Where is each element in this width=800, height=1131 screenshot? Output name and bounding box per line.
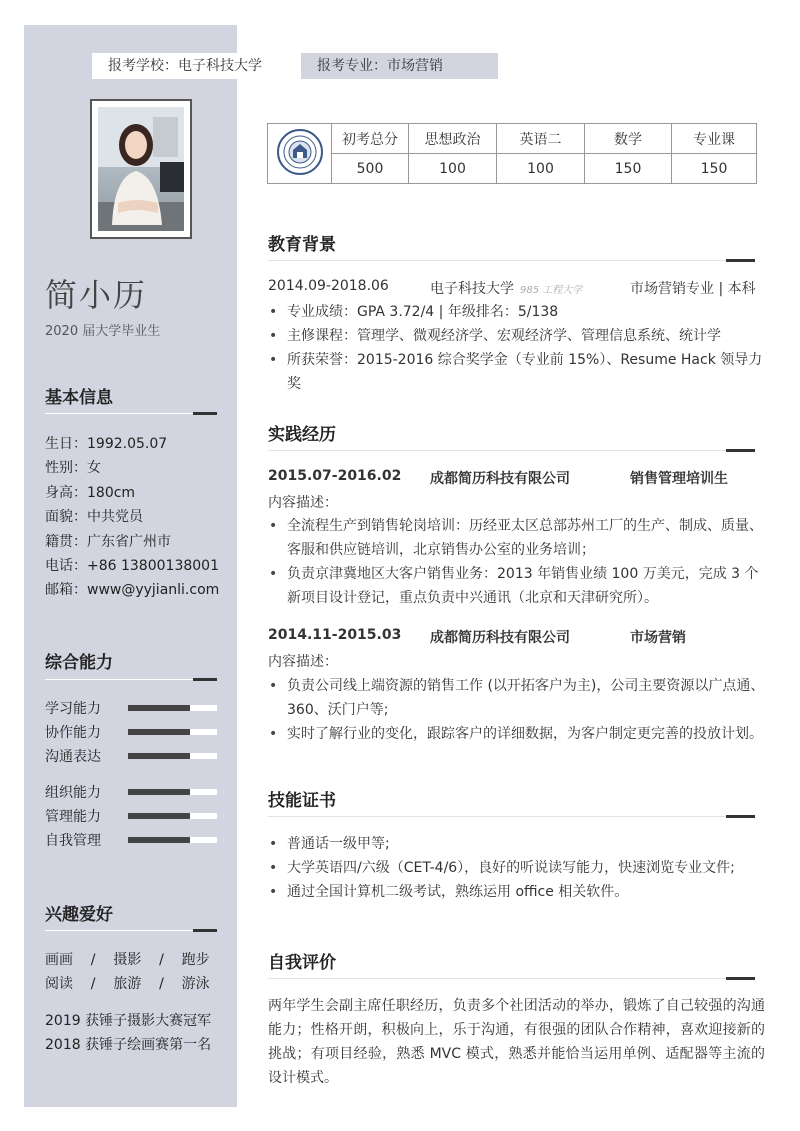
university-seal-icon bbox=[276, 128, 324, 176]
score-value: 150 bbox=[672, 154, 757, 184]
target-major-tag: 报考专业：市场营销 bbox=[301, 53, 498, 79]
score-header: 英语二 bbox=[497, 124, 585, 154]
skills-divider bbox=[268, 816, 755, 817]
ability-bar-fill bbox=[128, 753, 190, 759]
info-email: 邮箱：www@yyjianli.com bbox=[45, 582, 220, 599]
ability-bar-fill bbox=[128, 813, 190, 819]
score-header: 思想政治 bbox=[409, 124, 497, 154]
experience-heading: 实践经历 bbox=[268, 425, 336, 445]
education-degree: 市场营销专业 | 本科 bbox=[630, 281, 756, 297]
ability-label: 管理能力 bbox=[45, 809, 101, 825]
education-school-note: 985 工程大学 bbox=[520, 285, 583, 296]
job-company: 成都简历科技有限公司 bbox=[430, 630, 570, 646]
info-gender: 性别：女 bbox=[45, 460, 101, 477]
ability-bar-fill bbox=[128, 837, 190, 843]
candidate-subtitle: 2020 届大学毕业生 bbox=[45, 324, 161, 339]
award-item: 2019 获锤子摄影大赛冠军 bbox=[45, 1013, 212, 1029]
job-period: 2014.11-2015.03 bbox=[268, 627, 402, 643]
info-phone: 电话：+86 13800138001 bbox=[45, 558, 219, 575]
score-header: 初考总分 bbox=[332, 124, 409, 154]
ability-bar-track bbox=[128, 753, 217, 759]
ability-bar-track bbox=[128, 729, 217, 735]
profile-photo-frame bbox=[90, 99, 192, 239]
ability-row bbox=[45, 806, 217, 826]
self-eval-divider bbox=[268, 978, 755, 979]
ability-bar-track bbox=[128, 813, 217, 819]
info-hometown: 籍贯：广东省广州市 bbox=[45, 533, 171, 550]
job-bullet: • 实时了解行业的变化，跟踪客户的详细数据，为客户制定更完善的投放计划。 bbox=[268, 722, 765, 746]
job-period: 2015.07-2016.02 bbox=[268, 468, 402, 484]
education-school-name: 电子科技大学 bbox=[430, 281, 514, 297]
job-company: 成都简历科技有限公司 bbox=[430, 471, 570, 487]
score-value: 500 bbox=[332, 154, 409, 184]
job-bullet: • 负责京津冀地区大客户销售业务：2013 年销售业绩 100 万美元，完成 3 个新项目设计登记，重点负责中兴通讯（北京和天津研究所）。 bbox=[268, 562, 765, 610]
ability-label: 沟通表达 bbox=[45, 749, 101, 765]
ability-row bbox=[45, 830, 217, 850]
basic-info-heading: 基本信息 bbox=[45, 388, 113, 408]
score-table bbox=[267, 123, 757, 184]
ability-label: 组织能力 bbox=[45, 785, 101, 801]
ability-row bbox=[45, 746, 217, 766]
education-bullet: • 所获荣誉：2015-2016 综合奖学金（专业前 15%）、Resume Hack 领导力奖 bbox=[268, 348, 765, 396]
score-header: 专业课 bbox=[672, 124, 757, 154]
skill-bullet: • 普通话一级甲等; bbox=[268, 832, 765, 856]
ability-bar-fill bbox=[128, 789, 190, 795]
skill-bullet: • 大学英语四/六级（CET-4/6），良好的听说读写能力，快速浏览专业文件; bbox=[268, 856, 765, 880]
job-bullet: • 负责公司线上端资源的销售工作 (以开拓客户为主)，公司主要资源以广点通、360、沃门户等; bbox=[268, 674, 765, 722]
education-school bbox=[430, 278, 582, 298]
ability-bar-track bbox=[128, 705, 217, 711]
education-heading: 教育背景 bbox=[268, 235, 336, 255]
ability-label: 自我管理 bbox=[45, 833, 101, 849]
self-eval-text: 两年学生会副主席任职经历，负责多个社团活动的举办，锻炼了自己较强的沟通能力；性格开朗，积极向上，乐于沟通，有很强的团队合作精神，喜欢迎接新的挑战；有项目经验，熟悉 MVC 模式，熟悉并能恰当运用单例、适配器等主流的设计模式。 bbox=[268, 998, 765, 1086]
self-eval-heading: 自我评价 bbox=[268, 953, 336, 973]
university-seal-cell bbox=[268, 124, 332, 184]
info-political: 面貌：中共党员 bbox=[45, 509, 143, 526]
score-value: 150 bbox=[585, 154, 672, 184]
experience-divider bbox=[268, 450, 755, 451]
ability-bar-track bbox=[128, 789, 217, 795]
skill-bullet: • 通过全国计算机二级考试，熟练运用 office 相关软件。 bbox=[268, 880, 765, 904]
job-role: 市场营销 bbox=[630, 630, 686, 646]
ability-bar-fill bbox=[128, 729, 190, 735]
education-bullet: • 主修课程：管理学、微观经济学、宏观经济学、管理信息系统、统计学 bbox=[268, 324, 765, 348]
profile-photo bbox=[98, 107, 184, 231]
ability-bar-fill bbox=[128, 705, 190, 711]
job-desc-label: 内容描述： bbox=[268, 654, 338, 670]
education-bullet: • 专业成绩：GPA 3.72/4 | 年级排名：5/138 bbox=[268, 300, 765, 324]
job-role: 销售管理培训生 bbox=[630, 471, 728, 487]
ability-row bbox=[45, 722, 217, 742]
education-divider bbox=[268, 260, 755, 261]
job-bullet: • 全流程生产到销售轮岗培训：历经亚太区总部苏州工厂的生产、制成、质量、客服和供应链培训，北京销售办公室的业务培训； bbox=[268, 514, 765, 562]
abilities-heading: 综合能力 bbox=[45, 653, 113, 673]
ability-row bbox=[45, 698, 217, 718]
basic-info-list bbox=[45, 432, 219, 603]
info-birthday: 生日：1992.05.07 bbox=[45, 436, 168, 452]
hobby-row: 阅读 / 旅游 / 游泳 bbox=[45, 976, 210, 992]
score-header: 数学 bbox=[585, 124, 672, 154]
skills-heading: 技能证书 bbox=[268, 791, 336, 811]
candidate-name: 简小历 bbox=[45, 276, 148, 314]
score-value: 100 bbox=[497, 154, 585, 184]
abilities-divider bbox=[45, 679, 217, 680]
score-value: 100 bbox=[409, 154, 497, 184]
award-item: 2018 获锤子绘画赛第一名 bbox=[45, 1037, 212, 1053]
ability-label: 协作能力 bbox=[45, 725, 101, 741]
hobbies-divider bbox=[45, 930, 217, 931]
target-school-tag: 报考学校：电子科技大学 bbox=[92, 53, 288, 79]
hobbies-heading: 兴趣爱好 bbox=[45, 905, 113, 925]
education-period: 2014.09-2018.06 bbox=[268, 278, 389, 294]
ability-row bbox=[45, 782, 217, 802]
ability-bar-track bbox=[128, 837, 217, 843]
basic-info-divider bbox=[45, 413, 217, 414]
info-height: 身高：180cm bbox=[45, 484, 136, 501]
hobby-row: 画画 / 摄影 / 跑步 bbox=[45, 952, 210, 968]
ability-label: 学习能力 bbox=[45, 701, 101, 717]
job-desc-label: 内容描述： bbox=[268, 495, 338, 511]
